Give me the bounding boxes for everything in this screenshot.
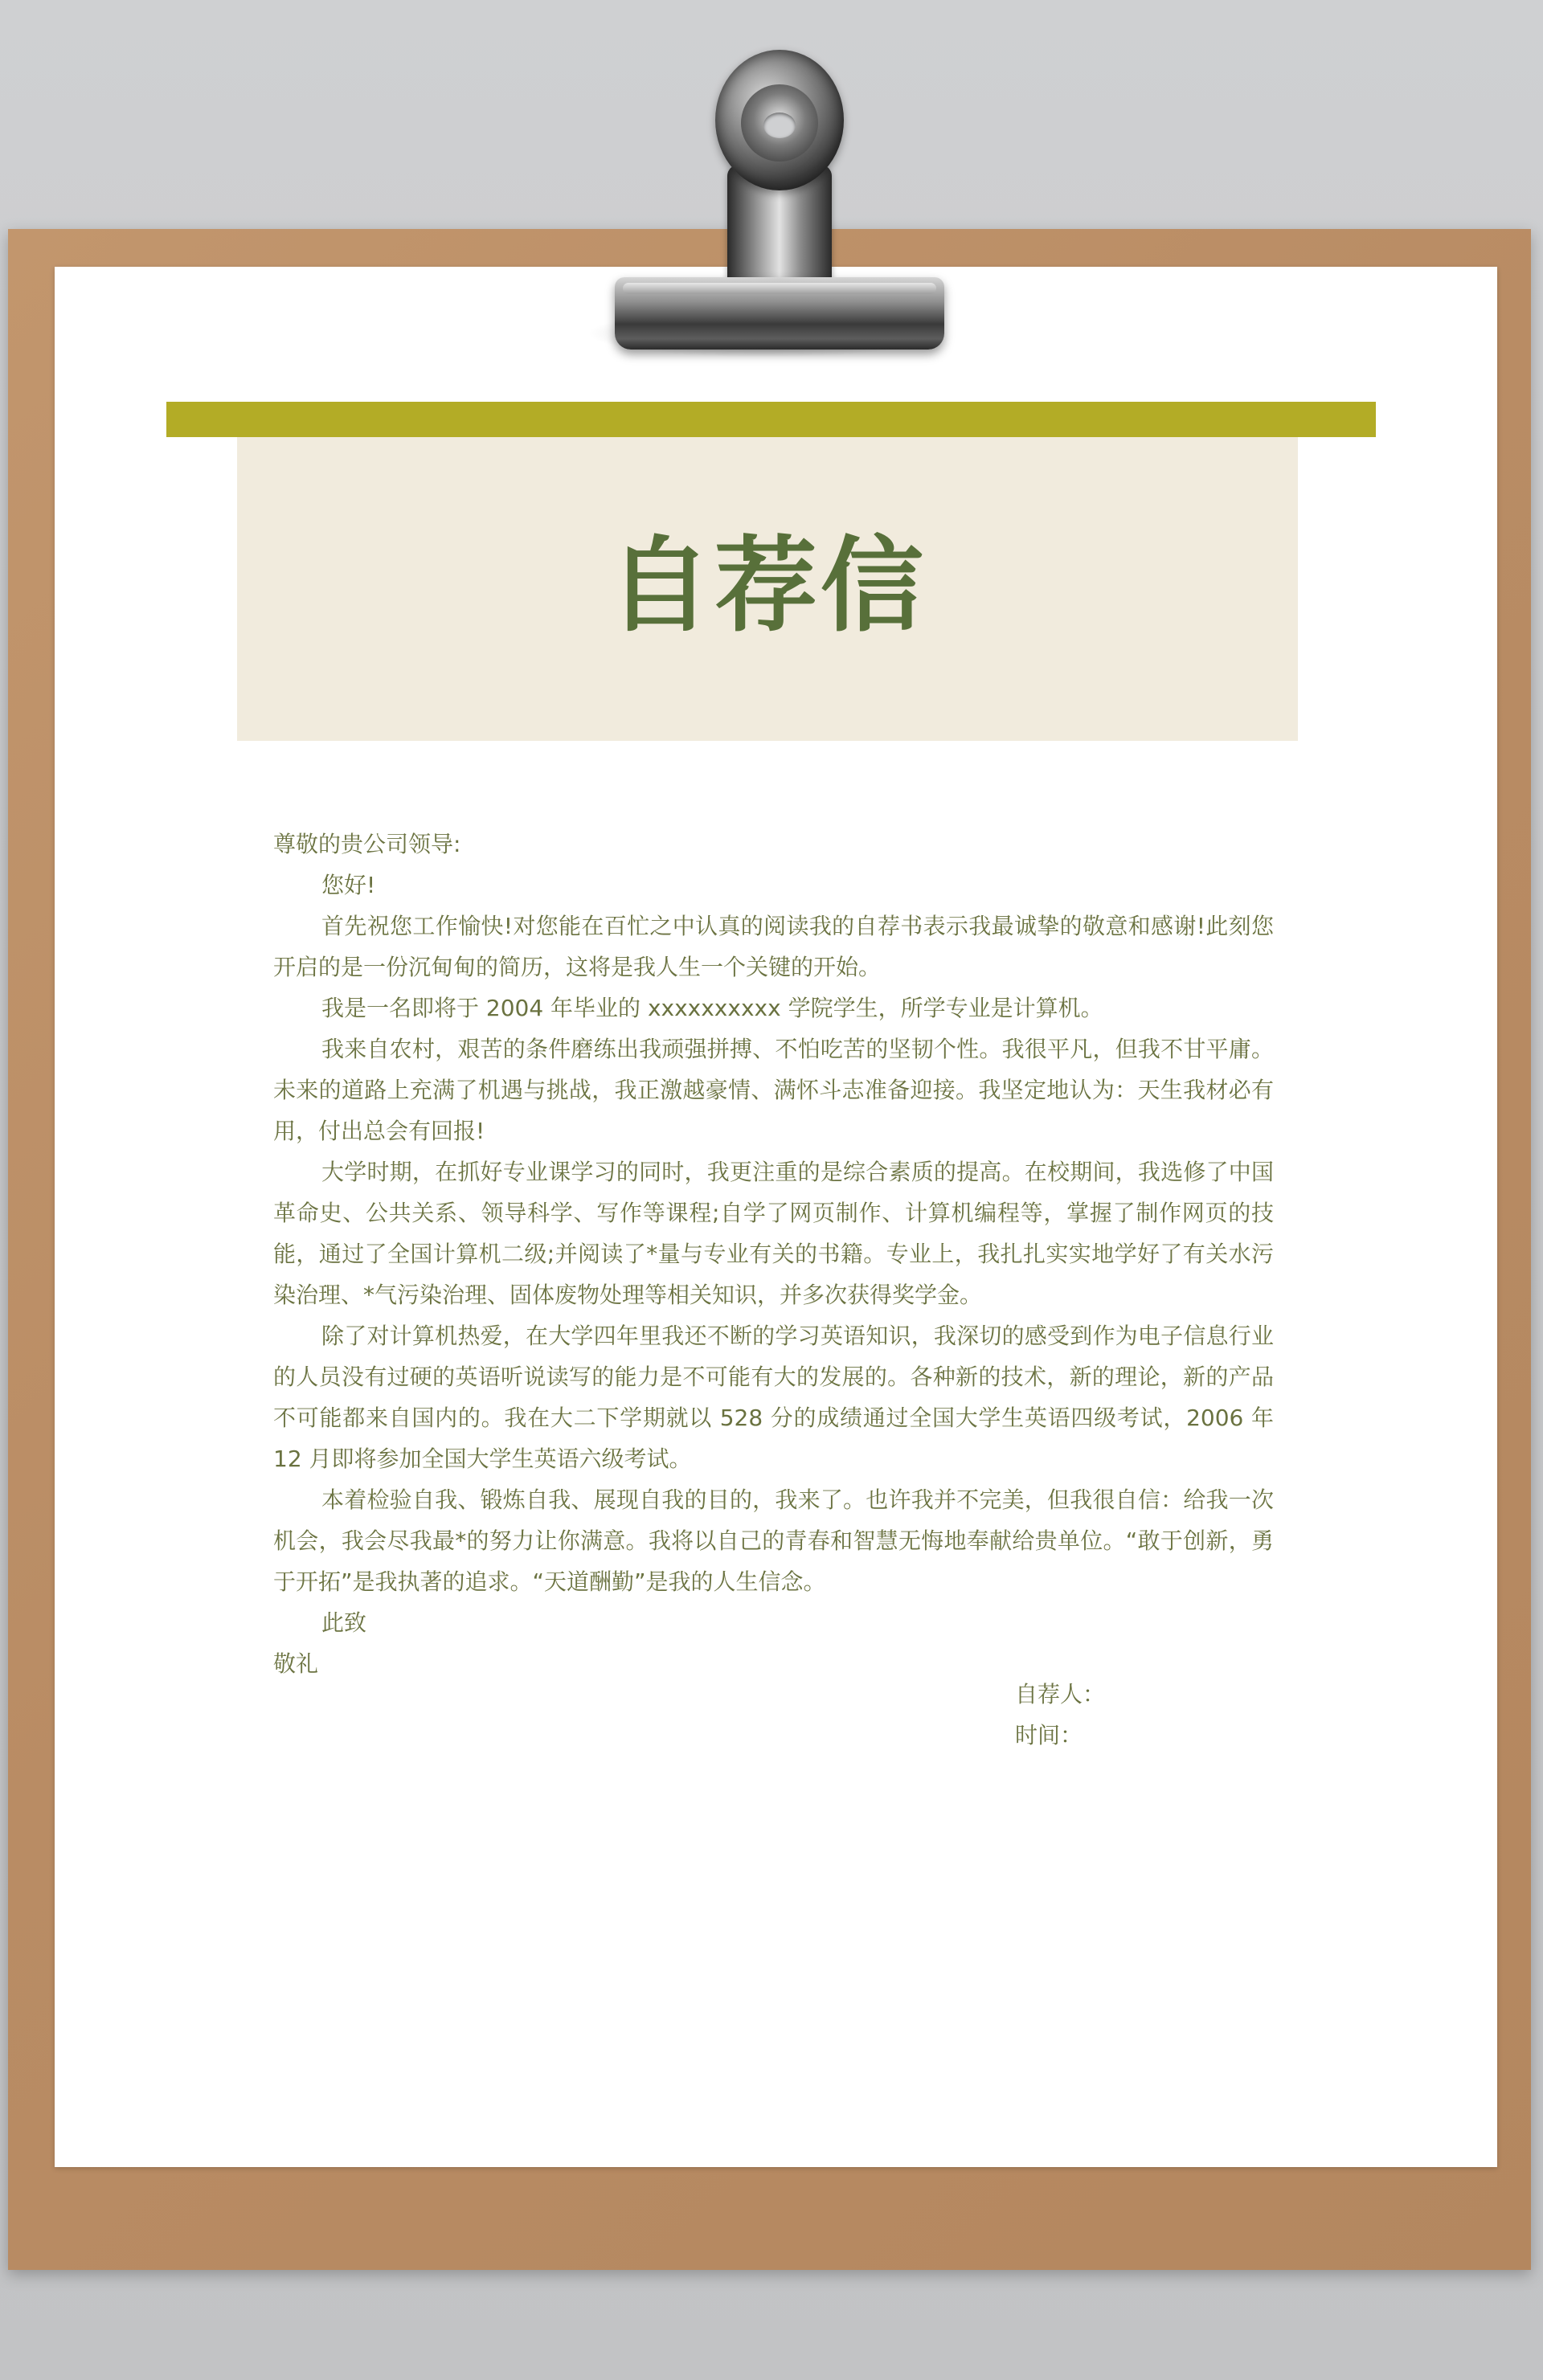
closing-line-2: 敬礼 bbox=[273, 1650, 319, 1677]
clip-base-rim bbox=[623, 283, 936, 294]
paragraph: 除了对计算机热爱，在大学四年里我还不断的学习英语知识，我深切的感受到作为电子信息行业的人员没有过硬的英语听说读写的能力是不可能有大的发展的。各种新的技术，新的理论，新的产品不可能都来自国内的。我在大二下学期就以 528 分的成绩通过全国大学生英语四级考试，2006 年 12 月即将参加全国大学生英语六级考试。 bbox=[273, 1323, 1274, 1472]
greeting: 您好! bbox=[321, 872, 376, 898]
letter-body bbox=[273, 824, 1274, 1684]
signature-label: 自荐人： bbox=[1015, 1681, 1106, 1707]
title-accent-bar bbox=[166, 402, 1376, 437]
salutation: 尊敬的贵公司领导: bbox=[273, 831, 461, 857]
date-label: 时间： bbox=[1015, 1722, 1083, 1748]
document-title: 自荐信 bbox=[608, 526, 927, 646]
paragraph: 本着检验自我、锻炼自我、展现自我的目的，我来了。也许我并不完美，但我很自信：给我一次机会，我会尽我最*的努力让你满意。我将以自己的青春和智慧无悔地奉献给贵单位。“敢于创新，勇于开拓”是我执著的追求。“天道酬勤”是我的人生信念。 bbox=[273, 1486, 1274, 1595]
paragraph: 我来自农村，艰苦的条件磨练出我顽强拼搏、不怕吃苦的坚韧个性。我很平凡，但我不甘平庸。未来的道路上充满了机遇与挑战，我正激越豪情、满怀斗志准备迎接。我坚定地认为：天生我材必有用，付出总会有回报! bbox=[273, 1036, 1274, 1144]
paragraph: 我是一名即将于 2004 年毕业的 xxxxxxxxxx 学院学生，所学专业是计算机。 bbox=[321, 995, 1103, 1021]
paragraph: 大学时期，在抓好专业课学习的同时，我更注重的是综合素质的提高。在校期间，我选修了中国革命史、公共关系、领导科学、写作等课程;自学了网页制作、计算机编程等，掌握了制作网页的技能，通过了全国计算机二级;并阅读了*量与专业有关的书籍。专业上，我扎扎实实地学好了有关水污染治理、*气污染治理、固体废物处理等相关知识，并多次获得奖学金。 bbox=[273, 1159, 1274, 1308]
title-box bbox=[237, 437, 1298, 741]
paragraph: 首先祝您工作愉快!对您能在百忙之中认真的阅读我的自荐书表示我最诚挚的敬意和感谢!此刻您开启的是一份沉甸甸的简历，这将是我人生一个关键的开始。 bbox=[273, 913, 1274, 980]
clip-hole bbox=[763, 112, 796, 138]
closing-line-1: 此致 bbox=[321, 1609, 367, 1636]
signature-block bbox=[1015, 1674, 1105, 1756]
